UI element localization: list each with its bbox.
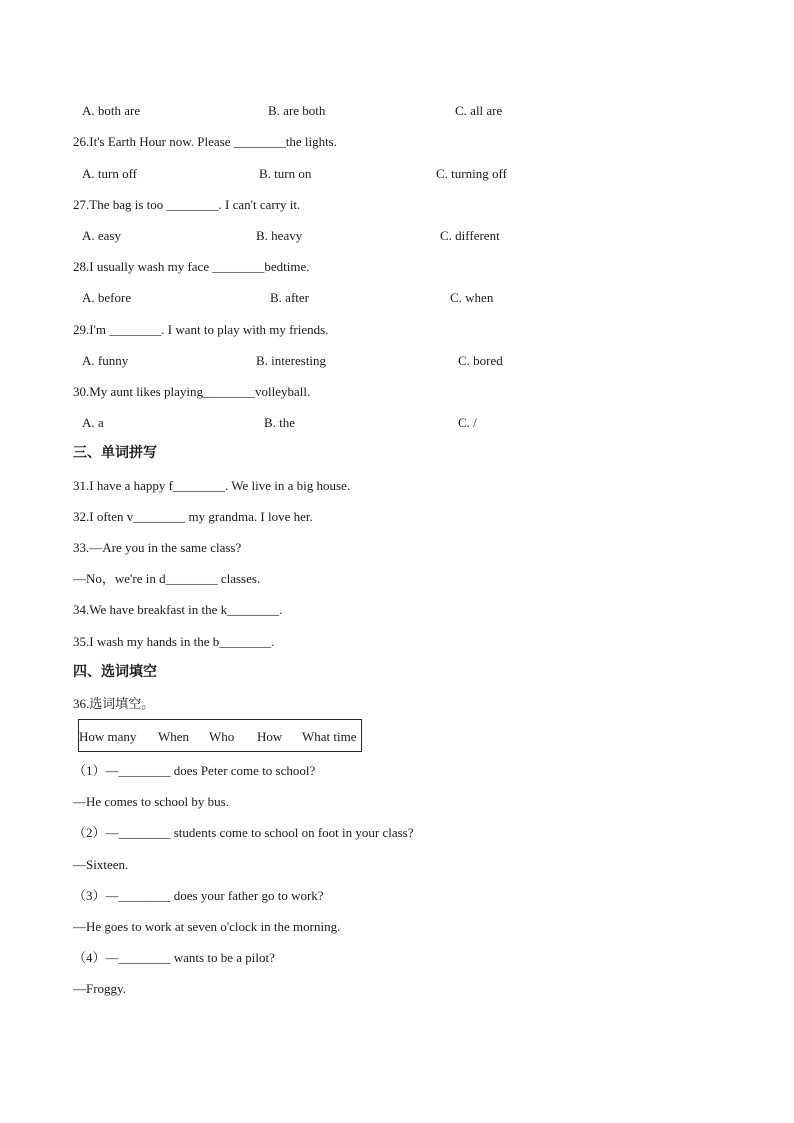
q36-item-2: （2）—________ students come to school on foot in your class? bbox=[73, 825, 414, 840]
word-bank-word: How many bbox=[79, 729, 137, 744]
q33-question: 33.—Are you in the same class? bbox=[73, 540, 242, 555]
q36-answer-3: —He goes to work at seven o'clock in the morning. bbox=[73, 919, 341, 934]
q32-question: 32.I often v________ my grandma. I love her. bbox=[73, 509, 313, 524]
q30-option-c: C. / bbox=[458, 415, 477, 430]
q28-option-c: C. when bbox=[450, 290, 494, 305]
q29-option-a: A. funny bbox=[82, 353, 129, 368]
q27-option-c: C. different bbox=[440, 228, 500, 243]
q34-question: 34.We have breakfast in the k________. bbox=[73, 602, 283, 617]
q36-item-4: （4）—________ wants to be a pilot? bbox=[73, 950, 275, 965]
q29-option-b: B. interesting bbox=[256, 353, 327, 368]
q25-option-c: C. all are bbox=[455, 103, 503, 118]
section-3-title: 三、单词拼写 bbox=[73, 445, 157, 461]
q31-question: 31.I have a happy f________. We live in a big house. bbox=[73, 478, 351, 493]
q25-option-a: A. both are bbox=[82, 103, 141, 118]
q27-option-a: A. easy bbox=[82, 228, 121, 243]
q36-item-1: （1）—________ does Peter come to school? bbox=[73, 763, 316, 778]
q29-question: 29.I'm ________. I want to play with my friends. bbox=[73, 322, 329, 337]
word-bank-word: When bbox=[158, 729, 190, 744]
q30-option-a: A. a bbox=[82, 415, 104, 430]
q27-option-b: B. heavy bbox=[256, 228, 303, 243]
q30-question: 30.My aunt likes playing________volleyball. bbox=[73, 384, 311, 399]
q36-answer-1: —He comes to school by bus. bbox=[73, 794, 229, 809]
q36-title: 36.选词填空。 bbox=[73, 696, 155, 711]
q36-item-3: （3）—________ does your father go to work? bbox=[73, 888, 324, 903]
q26-option-a: A. turn off bbox=[82, 166, 138, 181]
q26-question: 26.It's Earth Hour now. Please ________the lights. bbox=[73, 134, 337, 149]
q28-option-b: B. after bbox=[270, 290, 309, 305]
word-bank-word: Who bbox=[209, 729, 235, 744]
q29-option-c: C. bored bbox=[458, 353, 503, 368]
q30-option-b: B. the bbox=[264, 415, 296, 430]
word-bank-word: How bbox=[257, 729, 283, 744]
q25-option-b: B. are both bbox=[268, 103, 326, 118]
word-bank-word: What time bbox=[302, 729, 357, 744]
q28-question: 28.I usually wash my face ________bedtime. bbox=[73, 259, 310, 274]
section-4-title: 四、选词填空 bbox=[73, 664, 157, 680]
q36-answer-4: —Froggy. bbox=[73, 981, 126, 996]
q26-option-c: C. turning off bbox=[436, 166, 507, 181]
q35-question: 35.I wash my hands in the b________. bbox=[73, 634, 275, 649]
q33-answer: —No，we're in d________ classes. bbox=[73, 571, 261, 586]
q28-option-a: A. before bbox=[82, 290, 132, 305]
q26-option-b: B. turn on bbox=[259, 166, 312, 181]
q27-question: 27.The bag is too ________. I can't carry it. bbox=[73, 197, 301, 212]
q36-answer-2: —Sixteen. bbox=[73, 857, 129, 872]
word-bank-box bbox=[78, 719, 362, 752]
